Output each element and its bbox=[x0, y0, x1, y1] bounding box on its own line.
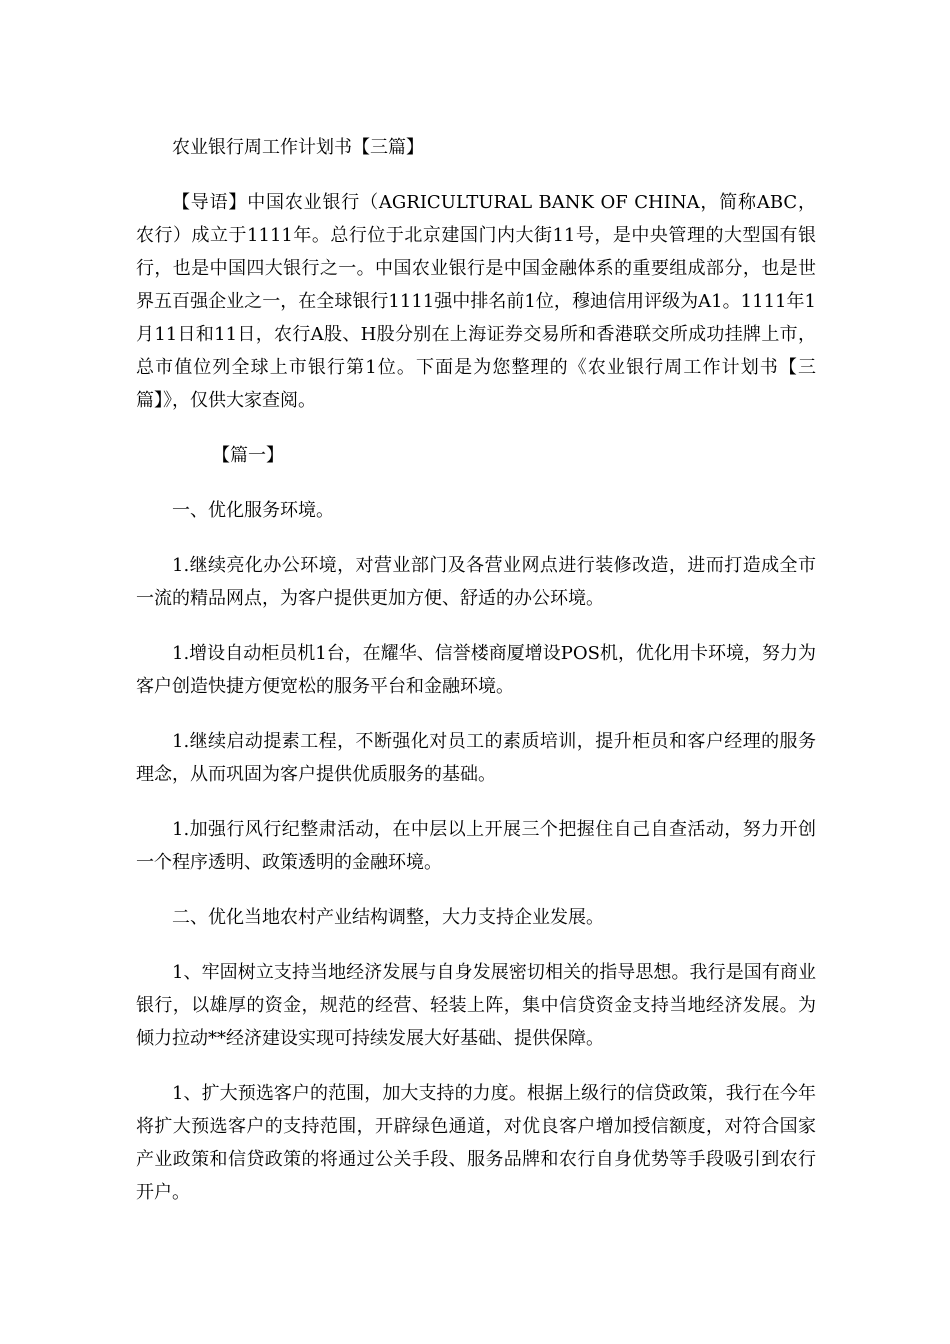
paragraph-staff-training: 1.继续启动提素工程，不断强化对员工的素质培训，提升柜员和客户经理的服务理念，从而巩固为客户提供优质服务的基础。 bbox=[136, 731, 816, 785]
paragraph-office-environment: 1.继续亮化办公环境，对营业部门及各营业网点进行装修改造，进而打造成全市一流的精品网点，为客户提供更加方便、舒适的办公环境。 bbox=[136, 555, 816, 609]
paragraph-discipline: 1.加强行风行纪整肃活动，在中层以上开展三个把握住自己自查活动，努力开创一个程序透明、政策透明的金融环境。 bbox=[136, 819, 816, 873]
heading-rural-industry: 二、优化当地农村产业结构调整，大力支持企业发展。 bbox=[172, 907, 604, 928]
paragraph-expand-clients: 1、扩大预选客户的范围，加大支持的力度。根据上级行的信贷政策，我行在今年将扩大预选客户的支持范围，开辟绿色通道，对优良客户增加授信额度，对符合国家产业政策和信贷政策的将通过公关手段、服务品牌和农行自身优势等手段吸引到农行开户。 bbox=[136, 1083, 816, 1203]
paragraph-atm-pos: 1.增设自动柜员机1台，在耀华、信誉楼商厦增设POS机，优化用卡环境，努力为客户创造快捷方便宽松的服务平台和金融环境。 bbox=[136, 643, 816, 697]
document-title: 农业银行周工作计划书【三篇】 bbox=[172, 137, 424, 158]
section-label: 【篇一】 bbox=[212, 445, 284, 466]
paragraph-support-economy: 1、牢固树立支持当地经济发展与自身发展密切相关的指导思想。我行是国有商业银行，以雄厚的资金，规范的经营、轻装上阵，集中信贷资金支持当地经济发展。为倾力拉动**经济建设实现可持续发展大好基础、提供保障。 bbox=[136, 962, 816, 1049]
heading-optimize-service: 一、优化服务环境。 bbox=[172, 500, 334, 521]
intro-paragraph: 【导语】中国农业银行（AGRICULTURAL BANK OF CHINA，简称ABC，农行）成立于1111年。总行位于北京建国门内大街11号，是中央管理的大型国有银行，也是中国四大银行之一。中国农业银行是中国金融体系的重要组成部分，也是世界五百强企业之一，在全球银行1111强中排名前1位，穆迪信用评级为A1。1111年1月11日和11日，农行A股、H股分别在上海证券交易所和香港联交所成功挂牌上市，总市值位列全球上市银行第1位。下面是为您整理的《农业银行周工作计划书【三篇】》，仅供大家查阅。 bbox=[136, 192, 816, 411]
